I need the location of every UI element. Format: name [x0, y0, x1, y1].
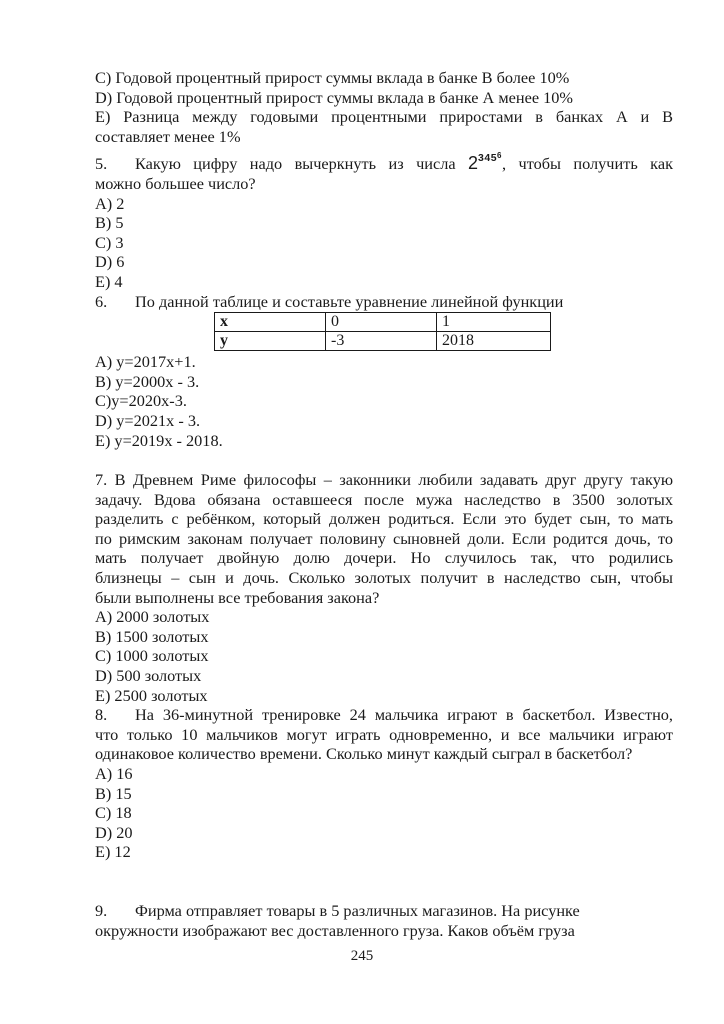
q4-option-e-line1: E) Разница между годовыми процентными приростами в банках А и В [95, 107, 673, 127]
q6-option-a: A) y=2017x+1. [95, 352, 196, 372]
q8-option-b: B) 15 [95, 783, 132, 803]
q7-line: по римским законам получает половину сыновней доли. Если родится дочь, то [95, 528, 673, 548]
question-7 [95, 470, 673, 607]
q5-exponent-power: 6 [497, 151, 502, 161]
question-9 [95, 901, 673, 940]
q5-exponent: 345 [478, 152, 498, 165]
q8-option-e: E) 12 [95, 842, 131, 862]
table-row [215, 332, 551, 351]
q7-line: были выполнены все требования закона? [95, 587, 380, 607]
q9-line1-text: Фирма отправляет товары в 5 различных магазинов. На рисунке [135, 900, 580, 920]
table-cell: 0 [326, 313, 437, 332]
q8-line1-text: На 36-минутной тренировке 24 мальчика играют в баскетбол. Известно, [135, 705, 673, 725]
q6-option-e: E) y=2019x - 2018. [95, 430, 223, 450]
q8-option-d: D) 20 [95, 822, 133, 842]
q6-function-table [214, 312, 551, 351]
q8-option-c: C) 18 [95, 803, 132, 823]
q6-option-d: D) y=2021x - 3. [95, 410, 201, 430]
document-page [95, 68, 673, 940]
q5-line1 [95, 146, 673, 174]
q7-line: разделить с ребёнком, который должен родиться. Если это будет сын, то мать [95, 509, 673, 529]
q4-option-e [95, 107, 673, 146]
q7-option-c: C) 1000 золотых [95, 646, 209, 666]
q7-line: 7. В Древнем Риме философы – законники любили задавать друг другу такую [95, 470, 673, 490]
q8-line3: одинаковое количество времени. Сколько минут каждый сыграл в баскетбол? [95, 744, 633, 764]
q5-option-b: B) 5 [95, 213, 124, 233]
q7-option-d: D) 500 золотых [95, 666, 202, 686]
q5-base: 2 [468, 153, 479, 174]
q5-option-d: D) 6 [95, 252, 125, 272]
page-number: 245 [350, 948, 374, 964]
table-cell: 1 [437, 313, 551, 332]
table-cell: x [215, 313, 326, 332]
q8-number: 8. [95, 705, 108, 725]
q4-option-c: C) Годовой процентный прирост суммы вклада в банке В более 10% [95, 68, 570, 87]
q4-option-e-line2: составляет менее 1% [95, 126, 241, 146]
q6-text: По данной таблице и составьте уравнение линейной функции [135, 291, 564, 311]
q5-option-a: A) 2 [95, 193, 125, 213]
q8-option-a: A) 16 [95, 764, 133, 783]
q9-line2: окружности изображают вес доставленного груза. Каков объём груза [95, 920, 575, 940]
spacer [95, 450, 673, 470]
q5-option-c: C) 3 [95, 232, 124, 252]
spacer [95, 862, 673, 901]
q7-line: задачу. Вдова обязана оставшееся после мужа наследство в 3500 золотых [95, 489, 673, 509]
q7-option-a: A) 2000 золотых [95, 607, 210, 627]
table-cell: 2018 [437, 332, 551, 351]
q5-text-after: , чтобы получить как [502, 154, 673, 174]
q8-line2: что только 10 мальчиков могут играть одновременно, и все мальчики играют [95, 724, 673, 744]
q7-line: мать получает двойную долю дочери. Но случилось так, что родились [95, 548, 673, 568]
q8-line1 [95, 705, 673, 725]
q6-option-b: B) y=2000x - 3. [95, 371, 200, 391]
q9-number: 9. [95, 900, 108, 920]
table-row [215, 313, 551, 332]
q5-text-before: Какую цифру надо вычеркнуть из числа [135, 154, 456, 174]
q6-option-c: C)y=2020x-3. [95, 391, 187, 411]
question-6 [95, 292, 673, 312]
question-8 [95, 705, 673, 764]
table-cell: y [215, 332, 326, 351]
table-cell: -3 [326, 332, 437, 351]
q7-option-e: E) 2500 золотых [95, 685, 208, 705]
q5-number: 5. [95, 154, 108, 174]
q5-power-expression [468, 153, 502, 173]
q7-line: близнецы – сын и дочь. Сколько золотых получит в наследство сын, чтобы [95, 568, 673, 588]
question-5 [95, 146, 673, 193]
q4-option-d: D) Годовой процентный прирост суммы вклада в банке А менее 10% [95, 87, 573, 107]
q9-line1 [95, 901, 673, 921]
q6-number: 6. [95, 291, 108, 311]
q7-option-b: B) 1500 золотых [95, 626, 209, 646]
q5-line2: можно большее число? [95, 173, 256, 193]
q5-option-e: E) 4 [95, 271, 123, 291]
